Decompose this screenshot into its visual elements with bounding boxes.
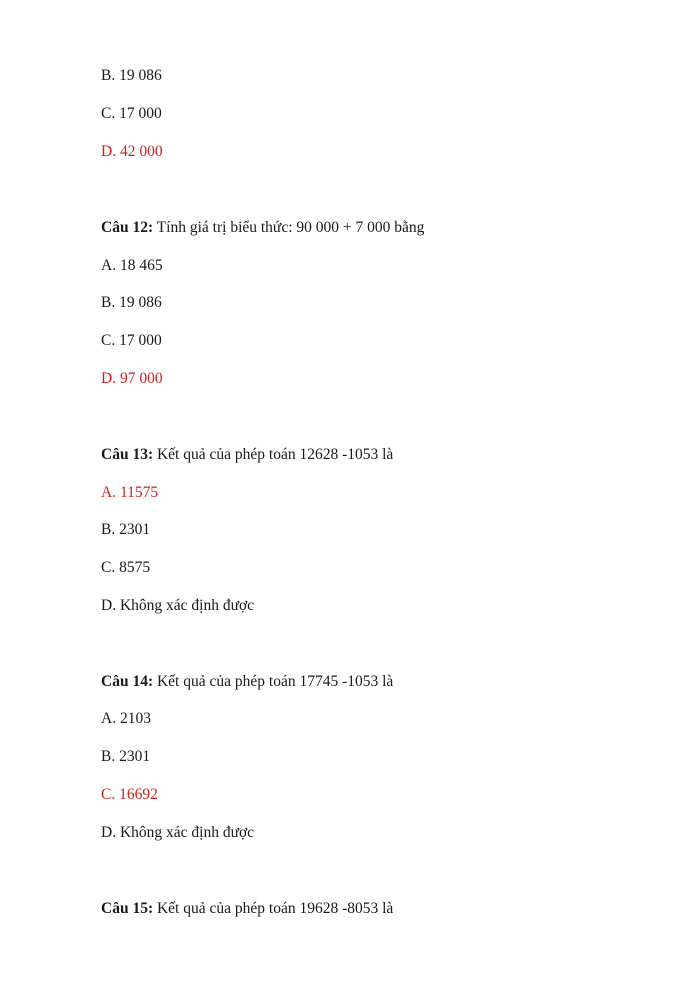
- question-label: Câu 15:: [101, 900, 154, 917]
- option-a: A. 2103: [101, 710, 151, 727]
- option-b: B. 19 086: [101, 67, 162, 84]
- question-15: [101, 899, 393, 919]
- option-a: A. 18 465: [101, 257, 163, 274]
- option-d: D. Không xác định được: [101, 597, 255, 614]
- question-text: Tính giá trị biểu thức: 90 000 + 7 000 bằng: [153, 219, 425, 236]
- question-label: Câu 14:: [101, 673, 154, 690]
- option-d: D. Không xác định được: [101, 824, 255, 841]
- option-a-correct: A. 11575: [101, 484, 159, 501]
- question-label: Câu 12:: [101, 219, 154, 236]
- option-b: B. 2301: [101, 521, 151, 538]
- question-label: Câu 13:: [101, 446, 154, 463]
- option-c: C. 8575: [101, 559, 151, 576]
- option-c: C. 17 000: [101, 332, 162, 349]
- question-text: Kết quả của phép toán 19628 -8053 là: [153, 900, 394, 917]
- option-c: C. 17 000: [101, 105, 162, 122]
- option-b: B. 19 086: [101, 294, 162, 311]
- option-d-correct: D. 97 000: [101, 370, 163, 387]
- option-b: B. 2301: [101, 748, 151, 765]
- question-text: Kết quả của phép toán 12628 -1053 là: [153, 446, 394, 463]
- question-13: [101, 445, 393, 465]
- question-12: [101, 218, 424, 238]
- question-text: Kết quả của phép toán 17745 -1053 là: [153, 673, 394, 690]
- option-c-correct: C. 16692: [101, 786, 158, 803]
- question-14: [101, 672, 393, 692]
- option-d-correct: D. 42 000: [101, 143, 163, 160]
